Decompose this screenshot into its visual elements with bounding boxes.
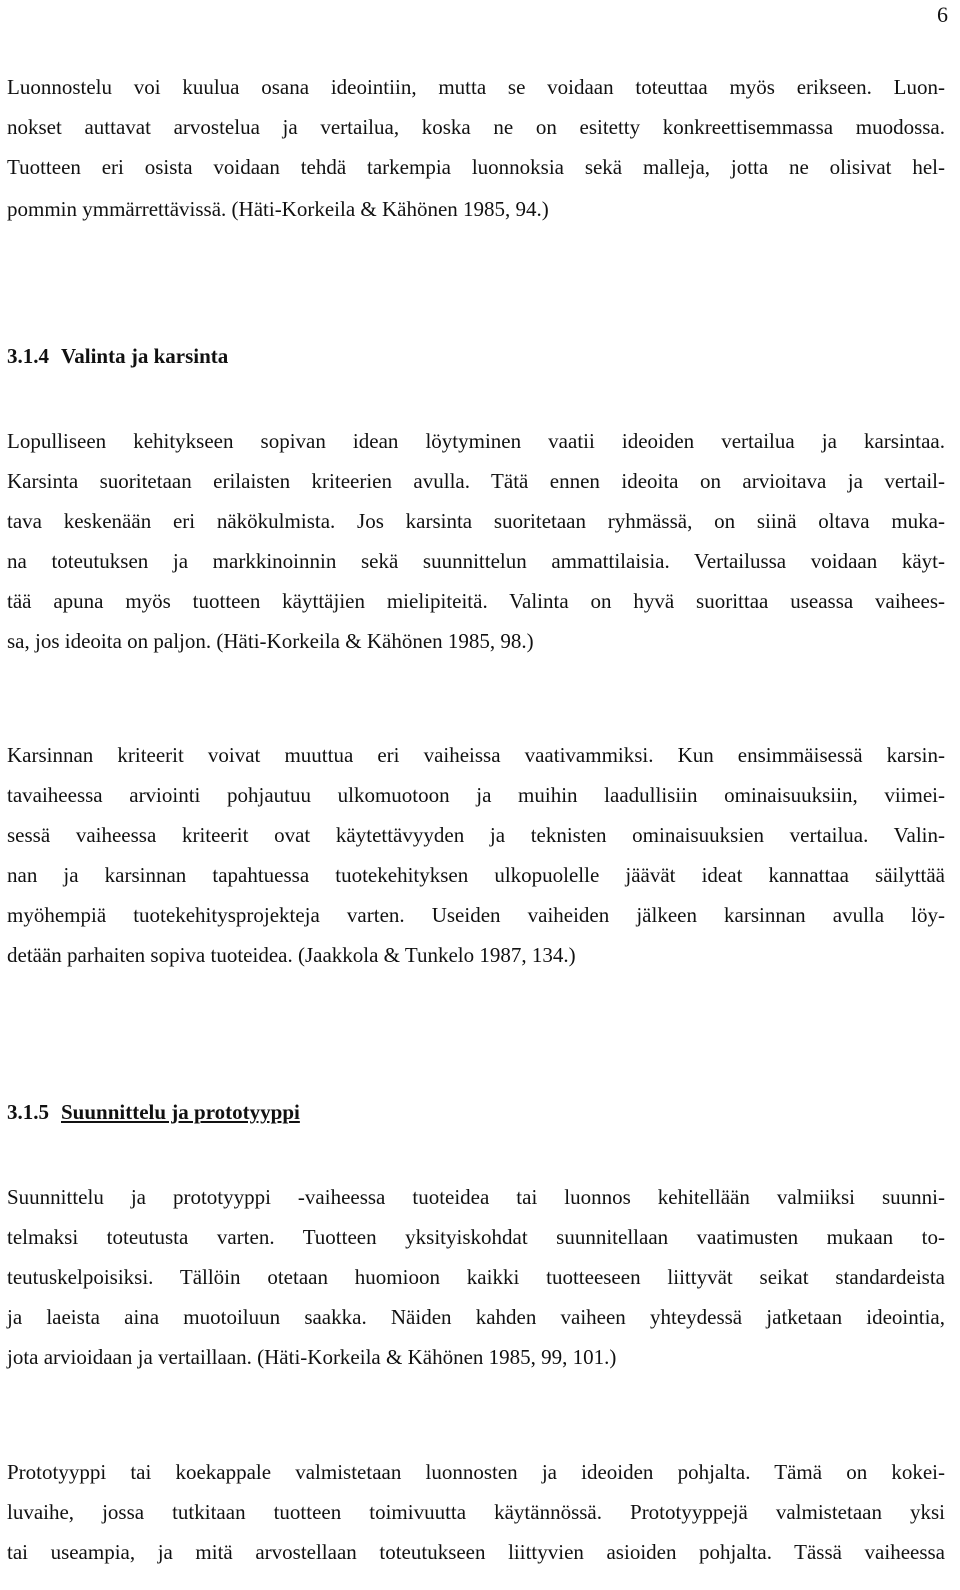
- paragraph-line: teutuskelpoisiksi. Tällöin otetaan huomioon kaikki tuotteeseen liittyvät seikat standardeista: [7, 1265, 945, 1289]
- paragraph-line: detään parhaiten sopiva tuoteidea. (Jaakkola & Tunkelo 1987, 134.): [7, 943, 576, 967]
- paragraph-line: jota arvioidaan ja vertaillaan. (Häti-Korkeila & Kähönen 1985, 99, 101.): [7, 1345, 617, 1369]
- paragraph-line: Karsinnan kriteerit voivat muuttua eri vaiheissa vaativammiksi. Kun ensimmäisessä karsin-: [7, 743, 945, 767]
- paragraph-line: Karsinta suoritetaan erilaisten kriteerien avulla. Tätä ennen ideoita on arvioitava ja vertail-: [7, 469, 945, 493]
- paragraph-line: pommin ymmärrettävissä. (Häti-Korkeila & Kähönen 1985, 94.): [7, 197, 549, 221]
- paragraph-line: Prototyyppi tai koekappale valmistetaan luonnosten ja ideoiden pohjalta. Tämä on kokei-: [7, 1460, 945, 1484]
- paragraph-line: tava keskenään eri näkökulmista. Jos karsinta suoritetaan ryhmässä, on siinä oltava muka-: [7, 509, 945, 533]
- paragraph-line: nan ja karsinnan tapahtuessa tuotekehityksen ulkopuolelle jäävät ideat kannattaa säilyttää: [7, 863, 945, 887]
- paragraph-line: Lopulliseen kehitykseen sopivan idean löytyminen vaatii ideoiden vertailua ja karsintaa.: [7, 429, 945, 453]
- paragraph-line: tai useampia, ja mitä arvostellaan toteutukseen liittyvien asioiden pohjalta. Tässä vaiheessa: [7, 1540, 945, 1564]
- paragraph-line: tää apuna myös tuotteen käyttäjien mielipiteitä. Valinta on hyvä suorittaa useassa vaihees-: [7, 589, 945, 613]
- section-title: Valinta ja karsinta: [61, 344, 229, 368]
- paragraph-line: sa, jos ideoita on paljon. (Häti-Korkeila & Kähönen 1985, 98.): [7, 629, 534, 653]
- section-number: 3.1.5: [7, 1100, 49, 1124]
- section-heading-3-1-4: [7, 341, 228, 371]
- paragraph-line: sessä vaiheessa kriteerit ovat käytettävyyden ja teknisten ominaisuuksien vertailua. Valin-: [7, 823, 945, 847]
- section-number: 3.1.4: [7, 344, 49, 368]
- paragraph-line: Suunnittelu ja prototyyppi -vaiheessa tuoteidea tai luonnos kehitellään valmiiksi suunni-: [7, 1185, 945, 1209]
- paragraph-line: Luonnostelu voi kuulua osana ideointiin, mutta se voidaan toteuttaa myös erikseen. Luon-: [7, 75, 945, 99]
- paragraph-line: Tuotteen eri osista voidaan tehdä tarkempia luonnoksia sekä malleja, jotta ne olisivat hel-: [7, 155, 945, 179]
- section-heading-3-1-5: [7, 1097, 300, 1127]
- paragraph-line: tavaiheessa arviointi pohjautuu ulkomuotoon ja muihin laadullisiin ominaisuuksiin, viimei-: [7, 783, 945, 807]
- paragraph-line: na toteutuksen ja markkinoinnin sekä suunnittelun ammattilaisia. Vertailussa voidaan käyt-: [7, 549, 945, 573]
- paragraph-line: luvaihe, jossa tutkitaan tuotteen toimivuutta käytännössä. Prototyyppejä valmistetaan yksi: [7, 1500, 945, 1524]
- page-number: 6: [937, 2, 948, 27]
- paragraph-line: nokset auttavat arvostelua ja vertailua, koska ne on esitetty konkreettisemmassa muodossa.: [7, 115, 945, 139]
- paragraph-line: myöhempiä tuotekehitysprojekteja varten. Useiden vaiheiden jälkeen karsinnan avulla löy-: [7, 903, 945, 927]
- paragraph-line: telmaksi toteutusta varten. Tuotteen yksityiskohdat suunnitellaan vaatimusten mukaan to-: [7, 1225, 945, 1249]
- paragraph-line: ja laeista aina muotoiluun saakka. Näiden kahden vaiheen yhteydessä jatketaan ideointia,: [7, 1305, 945, 1329]
- section-title: Suunnittelu ja prototyyppi: [61, 1100, 300, 1124]
